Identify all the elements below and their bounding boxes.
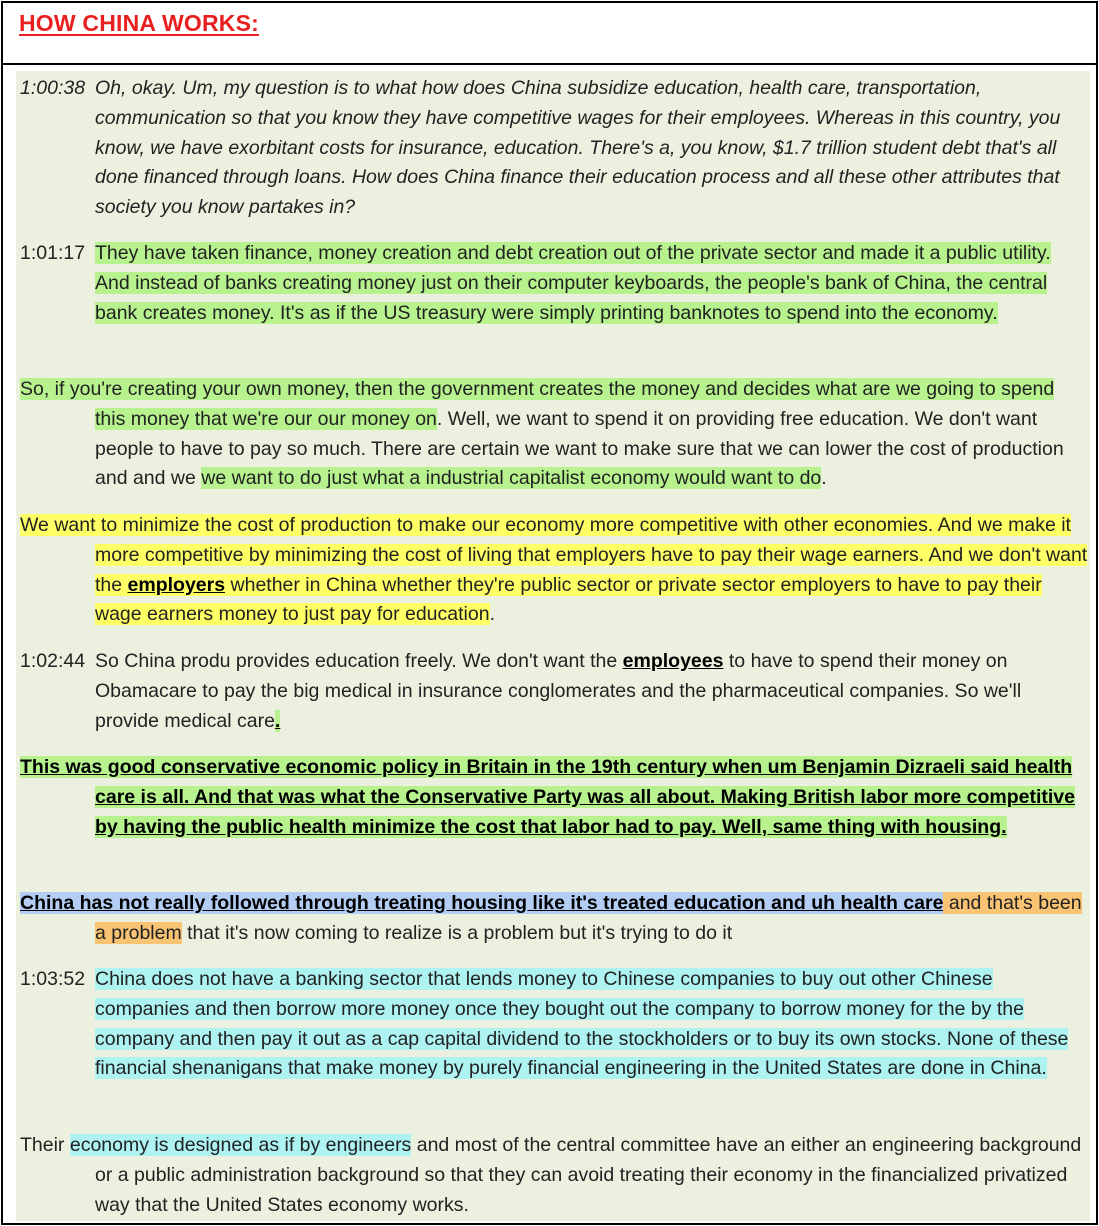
paragraph-text: and most of the central committee have an either an engineering background or a public administration background so that they can avoid treating their economy in the financialized privatized way that the United States economy works.	[95, 1134, 1082, 1216]
paragraph-text: So China produ provides education freely. We don't want the	[95, 650, 623, 672]
highlighted-text-cyan: economy is designed as if by engineers	[69, 1134, 412, 1156]
transcript-paragraph-2	[20, 239, 1088, 328]
bold-underlined-highlighted-text: This was good conservative economic policy in Britain in the 19th century when um Benjamin Dizraeli said health care is all. And that was what the Conservative Party was all about. Making British labor more competitive by having the public health minimize the cost that labor had to pay. Well, same thing with housing.	[20, 756, 1075, 838]
transcript-body	[16, 71, 1090, 1221]
bold-underlined-term: employees	[622, 650, 724, 672]
transcript-paragraph-1	[20, 74, 1088, 223]
transcript-paragraph-4	[20, 511, 1088, 630]
transcript-paragraph-5	[20, 647, 1088, 736]
timestamp: 1:00:38	[20, 77, 86, 99]
paragraph-text: .	[489, 603, 495, 626]
transcript-paragraph-7	[20, 889, 1088, 949]
highlighted-text-yellow: whether in China whether they're public sector or private sector employers to have to pay their wage earners money to just pay for education	[95, 573, 1042, 626]
page-title: HOW CHINA WORKS:	[19, 10, 259, 36]
paragraph-text: to have to spend their money on Obamacare to pay the big medical in insurance conglomerates and the pharmaceutical companies. So we'll provide medical care	[95, 650, 1022, 732]
highlighted-text-green: we want to do just what a industrial capitalist economy would want to do	[201, 467, 822, 490]
highlighted-text-yellow: We want to minimize the cost of production to make our economy more competitive with other economies. And we make it more competitive by minimizing the cost of living that employers have to pay their wage earners. And we don't want the	[20, 514, 1088, 596]
highlighted-text-cyan: China does not have a banking sector that lends money to Chinese companies to buy out other Chinese companies and then borrow more money once they bought out the company to borrow money for the by the company and then pay it out as a cap capital dividend to the stockholders or to buy its own stocks. None of these financial shenanigans that make money by purely financial engineering in the United States are done in China.	[95, 968, 1069, 1080]
transcript-paragraph-3	[20, 375, 1088, 494]
highlighted-text-green: So, if you're creating your own money, then the government creates the money and decides what are we going to spend this money that we're our our money on	[20, 378, 1055, 430]
paragraph-text: .	[821, 467, 827, 490]
transcript-paragraph-8	[20, 965, 1088, 1084]
transcript-paragraph-6	[20, 753, 1088, 842]
highlighted-text-blue: China has not really followed through treating housing like it's treated education and uh health care	[20, 892, 944, 914]
highlighted-period: .	[274, 709, 281, 732]
document-frame	[1, 1, 1098, 1225]
bold-underlined-term: employers	[127, 573, 226, 596]
timestamp: 1:03:52	[20, 968, 86, 990]
transcript-paragraph-9	[20, 1131, 1088, 1220]
paragraph-text: Oh, okay. Um, my question is to what how does China subsidize education, health care, transportation, communication so that you know they have competitive wages for their employees. Whereas in this country, you know, we have exorbitant costs for insurance, education. There's a, you know, $1.7 trillion student debt that's all done financed through loans. How does China finance their education process and all these other attributes that society you know partakes in?	[95, 77, 1061, 219]
title-bar	[3, 3, 1096, 65]
paragraph-text: that it's now coming to realize is a problem but it's trying to do it	[181, 921, 733, 944]
timestamp: 1:01:17	[20, 242, 86, 264]
paragraph-text: Their	[20, 1134, 70, 1156]
highlighted-text-green: They have taken finance, money creation and debt creation out of the private sector and made it a public utility. And instead of banks creating money just on their computer keyboards, the people's bank of China, the central bank creates money. It's as if the US treasury were simply printing banknotes to spend into the economy.	[95, 242, 1051, 324]
highlighted-text-orange: and that's been a problem	[95, 892, 1082, 944]
paragraph-text: . Well, we want to spend it on providing free education. We don't want people to have to pay so much. There are certain we want to make sure that we can lower the cost of production and and we	[95, 407, 1064, 490]
timestamp: 1:02:44	[20, 650, 86, 672]
